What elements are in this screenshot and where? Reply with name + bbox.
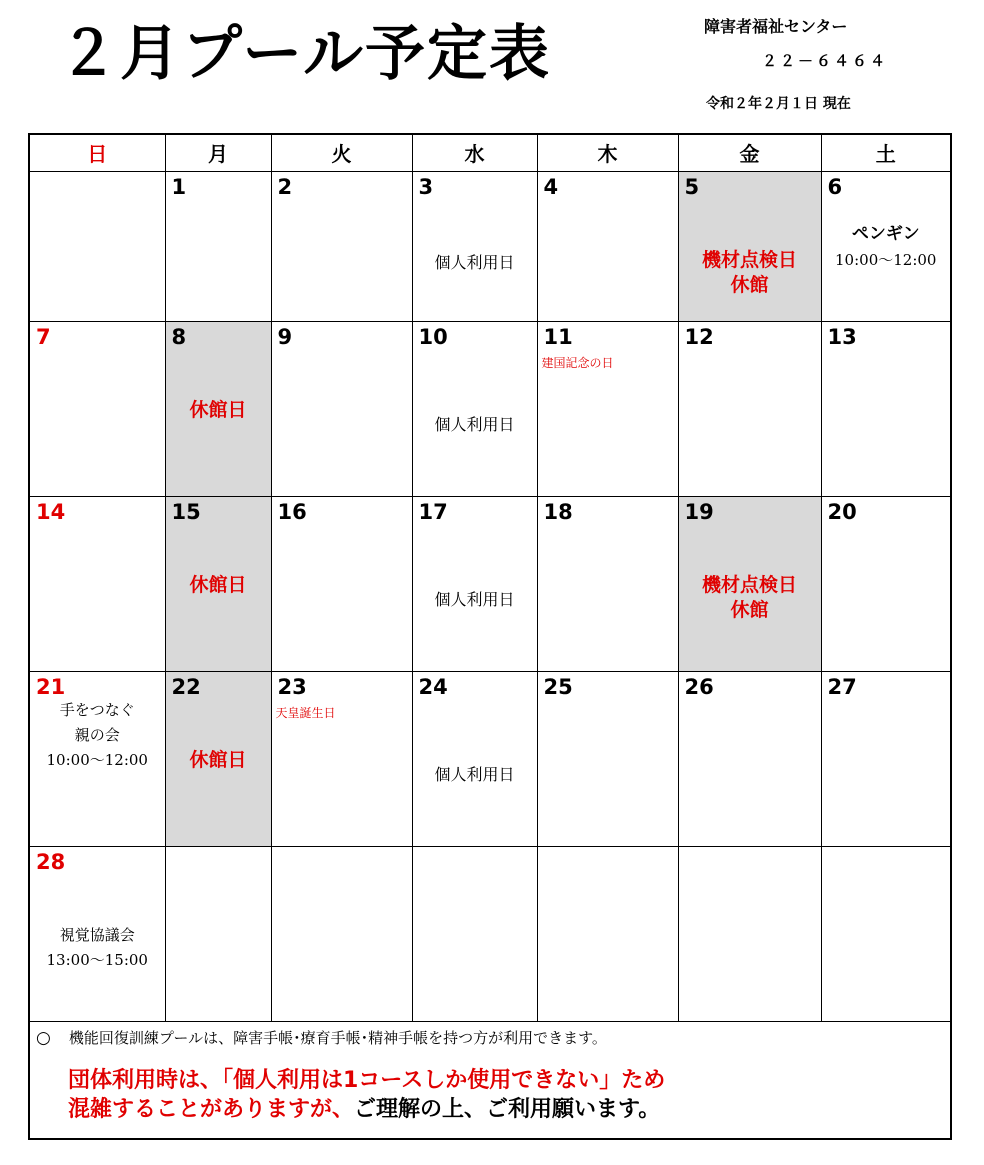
day-number: 19 [684, 499, 714, 524]
congestion-notice [68, 1066, 665, 1124]
day-number: 8 [171, 324, 187, 349]
day-cell-9 [271, 321, 412, 496]
weekday-wed: 水 [412, 135, 537, 171]
inspection-label: 機材点検日 [701, 573, 797, 596]
weekday-fri: 金 [678, 135, 821, 171]
day-number: 17 [418, 499, 448, 524]
congestion-line-1: 団体利用時は、「個人利用は1コースしか使用できない」ため [68, 1068, 666, 1093]
day-number: 11 [543, 324, 573, 349]
day-number: 13 [827, 324, 857, 349]
day-cell-empty [537, 846, 678, 1021]
eligibility-note [36, 1027, 607, 1048]
day-cell-12 [678, 321, 821, 496]
day-cell-16 [271, 496, 412, 671]
holiday-label: 天皇誕生日 [275, 705, 336, 720]
day-number: 25 [543, 674, 573, 699]
day-cell-28 [30, 846, 165, 1021]
weekday-sun: 日 [30, 135, 165, 171]
closed-short-label: 休館 [730, 598, 769, 621]
day-number: 21 [36, 674, 66, 699]
day-cell-15 [165, 496, 271, 671]
page-title: ２月プール予定表 [58, 19, 551, 89]
inspection-label: 機材点検日 [701, 248, 797, 271]
day-cell-5 [678, 171, 821, 321]
week-row-2 [30, 321, 950, 496]
day-number: 27 [827, 674, 857, 699]
day-number: 4 [543, 174, 559, 199]
day-cell-8 [165, 321, 271, 496]
calendar-frame [28, 133, 952, 1140]
day-cell-empty [271, 846, 412, 1021]
group-line-1: 手をつなぐ [59, 700, 135, 719]
day-cell-empty [30, 171, 165, 321]
day-number: 15 [171, 499, 201, 524]
day-cell-22 [165, 671, 271, 846]
day-cell-4 [537, 171, 678, 321]
day-number: 24 [418, 674, 448, 699]
closed-label: 休館日 [189, 748, 247, 771]
day-cell-20 [821, 496, 950, 671]
week-row-4 [30, 671, 950, 846]
day-number: 23 [277, 674, 307, 699]
day-number: 9 [277, 324, 293, 349]
day-number: 1 [171, 174, 187, 199]
day-cell-18 [537, 496, 678, 671]
day-number: 3 [418, 174, 434, 199]
notes-section [30, 1021, 950, 1138]
congestion-line-2: 混雑することがありますが、ご理解の上、ご利用願います。 [68, 1097, 661, 1122]
penguin-group-time: 10:00～12:00 [835, 250, 937, 269]
group-time: 13:00～15:00 [46, 950, 148, 969]
day-cell-14 [30, 496, 165, 671]
holiday-label: 建国記念の日 [541, 355, 614, 370]
day-number: 6 [827, 174, 843, 199]
day-cell-24 [412, 671, 537, 846]
individual-use-label: 個人利用日 [434, 414, 515, 434]
eligibility-text: 機能回復訓練プールは、障害手帳･療育手帳･精神手帳を持つ方が利用できます。 [68, 1029, 607, 1047]
day-cell-7 [30, 321, 165, 496]
phone-number: ２２－６４６４ [762, 52, 889, 70]
organization-name: 障害者福祉センター [704, 17, 848, 36]
penguin-group-name: ペンギン [851, 223, 920, 244]
weekday-header-row [30, 135, 950, 171]
day-cell-empty [165, 846, 271, 1021]
calendar-table [30, 135, 950, 1022]
day-number: 28 [36, 849, 66, 874]
day-number: 22 [171, 674, 201, 699]
group-name: 視覚協議会 [59, 925, 135, 944]
closed-short-label: 休館 [730, 273, 769, 296]
group-line-2: 親の会 [74, 725, 120, 744]
day-cell-empty [821, 846, 950, 1021]
day-number: 18 [543, 499, 573, 524]
day-cell-1 [165, 171, 271, 321]
day-number: 12 [684, 324, 714, 349]
individual-use-label: 個人利用日 [434, 589, 515, 609]
day-cell-17 [412, 496, 537, 671]
individual-use-label: 個人利用日 [434, 252, 515, 272]
day-cell-25 [537, 671, 678, 846]
day-number: 10 [418, 324, 448, 349]
weekday-tue: 火 [271, 135, 412, 171]
day-cell-21 [30, 671, 165, 846]
day-cell-2 [271, 171, 412, 321]
individual-use-label: 個人利用日 [434, 764, 515, 784]
week-row-3 [30, 496, 950, 671]
closed-label: 休館日 [189, 398, 247, 421]
day-cell-empty [412, 846, 537, 1021]
day-cell-3 [412, 171, 537, 321]
day-cell-13 [821, 321, 950, 496]
day-number: 16 [277, 499, 307, 524]
day-number: 5 [684, 174, 700, 199]
weekday-mon: 月 [165, 135, 271, 171]
as-of-date: 令和２年２月１日 現在 [706, 96, 851, 112]
day-cell-empty [678, 846, 821, 1021]
day-number: 2 [277, 174, 293, 199]
day-cell-11 [537, 321, 678, 496]
week-row-5 [30, 846, 950, 1021]
circle-mark-icon: ○ [36, 1028, 51, 1048]
day-cell-27 [821, 671, 950, 846]
day-cell-23 [271, 671, 412, 846]
day-number: 20 [827, 499, 857, 524]
day-number: 26 [684, 674, 714, 699]
day-cell-6 [821, 171, 950, 321]
week-row-1 [30, 171, 950, 321]
day-cell-10 [412, 321, 537, 496]
day-number: 7 [36, 324, 51, 349]
day-cell-26 [678, 671, 821, 846]
weekday-sat: 土 [821, 135, 950, 171]
day-number: 14 [36, 499, 66, 524]
day-cell-19 [678, 496, 821, 671]
group-time: 10:00～12:00 [46, 750, 148, 769]
weekday-thu: 木 [537, 135, 678, 171]
closed-label: 休館日 [189, 573, 247, 596]
